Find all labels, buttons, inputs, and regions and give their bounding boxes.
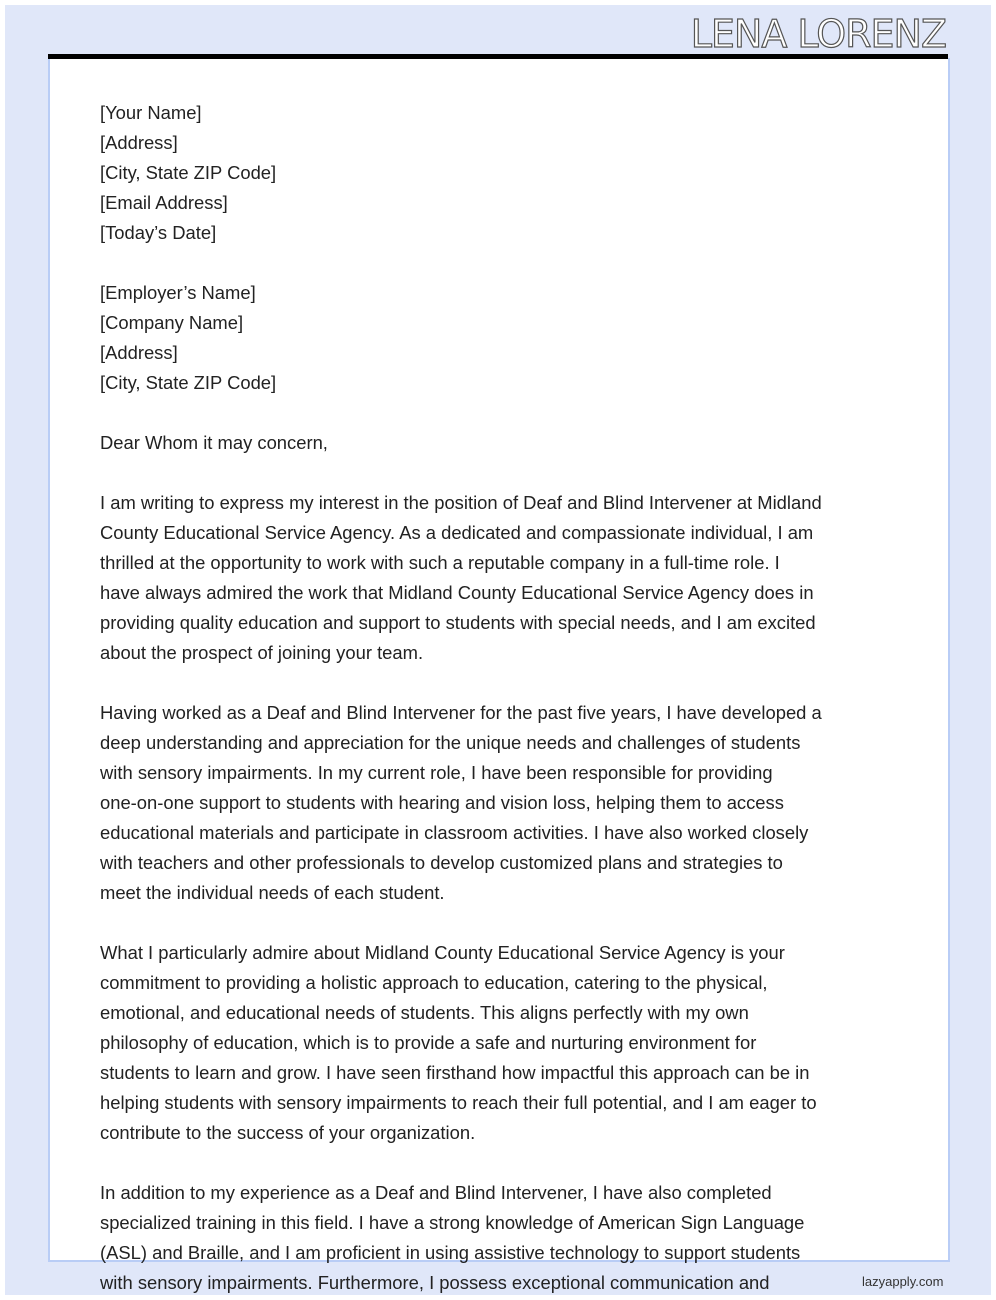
paragraph-line: thrilled at the opportunity to work with such a reputable company in a full-time role. I bbox=[100, 552, 780, 573]
recipient-line: [Employer’s Name] bbox=[100, 282, 256, 303]
sender-line: [City, State ZIP Code] bbox=[100, 162, 277, 183]
paragraph-line: (ASL) and Braille, and I am proficient in using assistive technology to support students bbox=[100, 1242, 801, 1263]
paragraph-line: County Educational Service Agency. As a dedicated and compassionate individual, I am bbox=[100, 522, 814, 543]
sender-line: [Your Name] bbox=[100, 102, 202, 123]
paragraph-line: have always admired the work that Midland County Educational Service Agency does in bbox=[100, 582, 814, 603]
paragraph-line: I am writing to express my interest in the position of Deaf and Blind Intervener at Midland bbox=[100, 492, 822, 513]
sender-line: [Today’s Date] bbox=[100, 222, 217, 243]
sender-line: [Address] bbox=[100, 132, 178, 153]
paragraph-line: helping students with sensory impairments to reach their full potential, and I am eager to bbox=[100, 1092, 817, 1113]
paragraph-line: with sensory impairments. In my current role, I have been responsible for providing bbox=[100, 762, 773, 783]
paragraph-line: commitment to providing a holistic approach to education, catering to the physical, bbox=[100, 972, 768, 993]
paragraph bbox=[100, 488, 920, 668]
paragraph bbox=[100, 938, 920, 1148]
sender-line: [Email Address] bbox=[100, 192, 228, 213]
paragraph-line: What I particularly admire about Midland County Educational Service Agency is your bbox=[100, 942, 785, 963]
paragraph-line: In addition to my experience as a Deaf and Blind Intervener, I have also completed bbox=[100, 1182, 772, 1203]
paragraph-line: students to learn and grow. I have seen firsthand how impactful this approach can be in bbox=[100, 1062, 810, 1083]
paragraph-line: Having worked as a Deaf and Blind Intervener for the past five years, I have developed a bbox=[100, 702, 822, 723]
paragraph-line: one-on-one support to students with hearing and vision loss, helping them to access bbox=[100, 792, 784, 813]
letter-body bbox=[100, 98, 920, 1298]
recipient-line: [Address] bbox=[100, 342, 178, 363]
salutation: Dear Whom it may concern, bbox=[100, 432, 328, 453]
applicant-name-logo: LENA LORENZ bbox=[690, 12, 946, 56]
paragraph-line: philosophy of education, which is to provide a safe and nurturing environment for bbox=[100, 1032, 757, 1053]
recipient-block bbox=[100, 278, 920, 398]
paragraph-line: contribute to the success of your organization. bbox=[100, 1122, 476, 1143]
paragraph-line: meet the individual needs of each student. bbox=[100, 882, 445, 903]
paragraph-line: educational materials and participate in classroom activities. I have also worked closely bbox=[100, 822, 809, 843]
sender-block bbox=[100, 98, 920, 248]
paragraph-line: specialized training in this field. I have a strong knowledge of American Sign Language bbox=[100, 1212, 805, 1233]
paragraph-line: emotional, and educational needs of students. This aligns perfectly with my own bbox=[100, 1002, 749, 1023]
paragraph-line: deep understanding and appreciation for the unique needs and challenges of students bbox=[100, 732, 801, 753]
recipient-line: [City, State ZIP Code] bbox=[100, 372, 277, 393]
paragraph-line: providing quality education and support to students with special needs, and I am excited bbox=[100, 612, 816, 633]
paragraph bbox=[100, 1178, 920, 1298]
paragraph-line: with sensory impairments. Furthermore, I possess exceptional communication and bbox=[100, 1272, 770, 1293]
recipient-line: [Company Name] bbox=[100, 312, 244, 333]
paragraph-line: about the prospect of joining your team. bbox=[100, 642, 424, 663]
paragraph bbox=[100, 698, 920, 908]
watermark: lazyapply.com bbox=[862, 1274, 944, 1289]
paragraph-line: with teachers and other professionals to develop customized plans and strategies to bbox=[100, 852, 783, 873]
